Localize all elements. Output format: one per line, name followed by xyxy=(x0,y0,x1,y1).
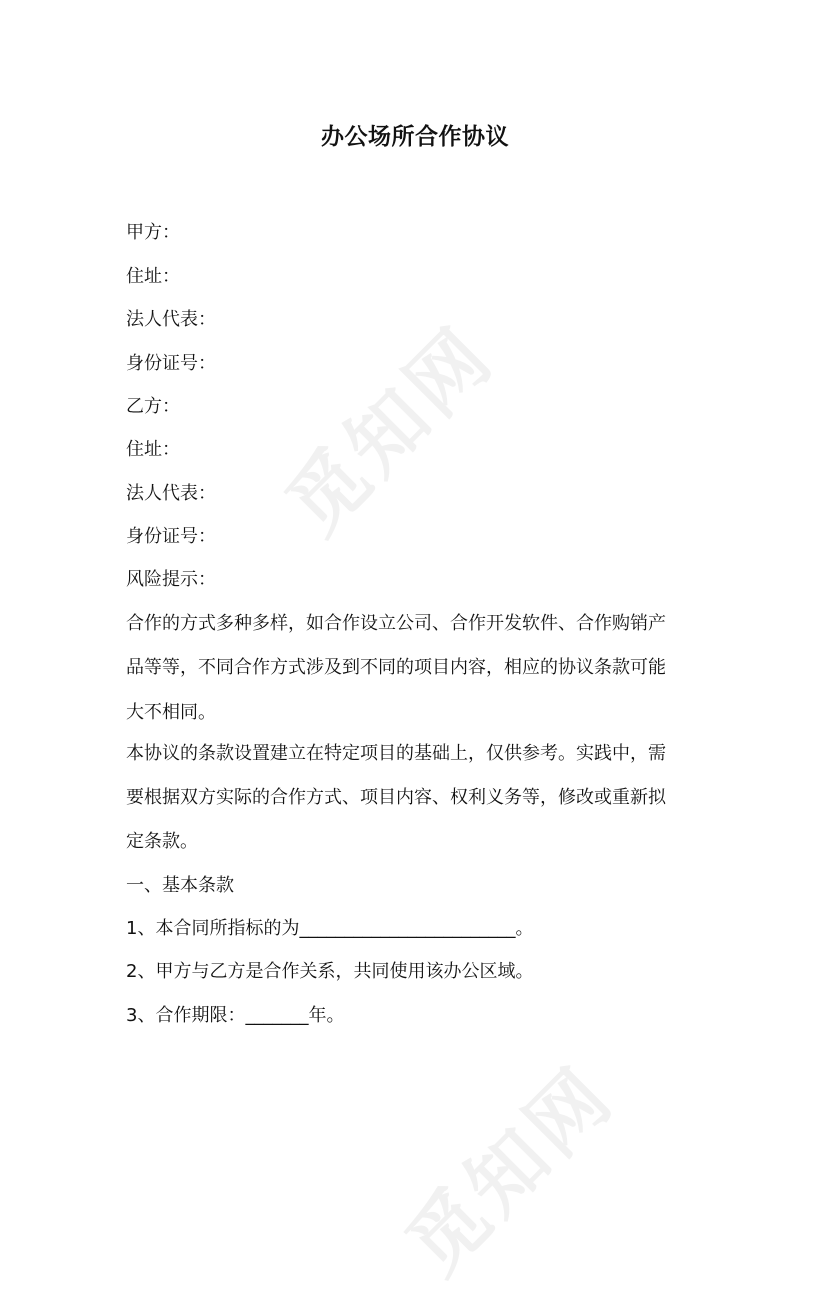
party-a-legal-rep-label: 法人代表： xyxy=(126,309,216,330)
clause-1: 1、本合同所指标的为________________________。 xyxy=(126,918,534,939)
document-title: 办公场所合作协议 xyxy=(321,124,509,150)
party-a-address-label: 住址： xyxy=(126,266,180,287)
risk-paragraph-2-line: 要根据双方实际的合作方式、项目内容、权利义务等，修改或重新拟 xyxy=(126,787,666,808)
party-b-legal-rep-label: 法人代表： xyxy=(126,483,216,504)
risk-paragraph-1-line: 大不相同。 xyxy=(126,702,216,723)
risk-paragraph-2-line: 本协议的条款设置建立在特定项目的基础上，仅供参考。实践中，需 xyxy=(126,743,666,764)
watermark-text: 觅知网 xyxy=(390,1050,632,1292)
section-1-heading: 一、基本条款 xyxy=(126,875,234,896)
party-a-id-label: 身份证号： xyxy=(126,353,216,374)
clause-2: 2、甲方与乙方是合作关系，共同使用该办公区域。 xyxy=(126,961,534,982)
risk-label: 风险提示： xyxy=(126,569,216,590)
clause-3: 3、合作期限：_______年。 xyxy=(126,1005,345,1026)
risk-paragraph-1-line: 品等等，不同合作方式涉及到不同的项目内容，相应的协议条款可能 xyxy=(126,657,666,678)
party-a-label: 甲方： xyxy=(126,222,180,243)
party-b-address-label: 住址： xyxy=(126,439,180,460)
watermark-text: 觅知网 xyxy=(270,310,512,552)
risk-paragraph-2-line: 定条款。 xyxy=(126,831,198,852)
party-b-label: 乙方： xyxy=(126,396,180,417)
party-b-id-label: 身份证号： xyxy=(126,526,216,547)
risk-paragraph-1-line: 合作的方式多种多样，如合作设立公司、合作开发软件、合作购销产 xyxy=(126,613,666,634)
